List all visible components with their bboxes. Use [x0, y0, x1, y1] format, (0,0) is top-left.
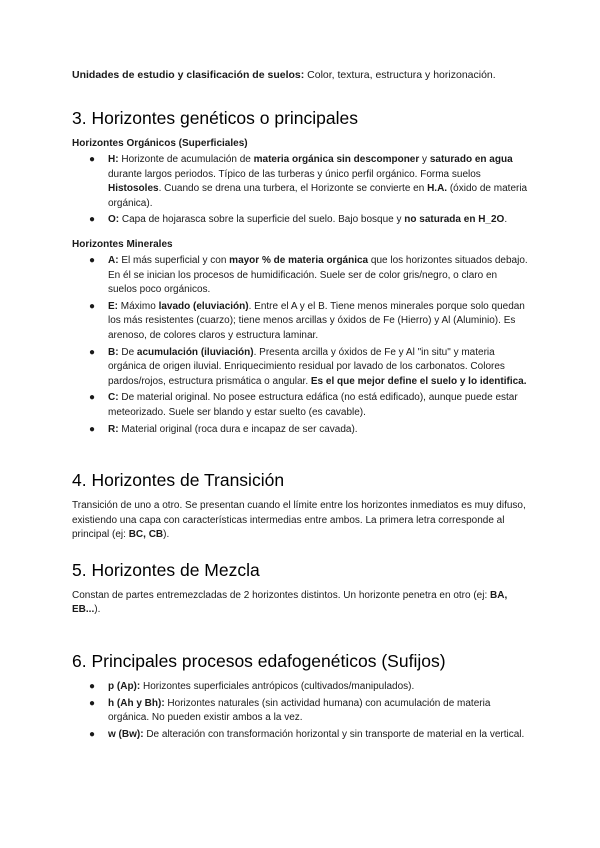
- text-run: Transición de uno a otro. Se presentan cuando el límite entre los horizontes inmediatos es muy difuso, existiendo una capa con características intermedias entre ambos. La primera letra corresponde al principal (ej:: [72, 500, 526, 541]
- bold-text: w (Bw):: [108, 728, 144, 740]
- list-item: [72, 346, 528, 390]
- intro-label: Unidades de estudio y clasificación de suelos:: [72, 69, 305, 81]
- section-5-paragraph: [72, 589, 528, 618]
- list-item: [72, 697, 528, 726]
- intro-paragraph: [72, 68, 528, 83]
- bullet-icon: ●: [89, 254, 96, 266]
- text-run: (óxido de materia orgánica).: [108, 183, 528, 209]
- list-item: [72, 391, 528, 420]
- bold-text: no saturada en H_2O: [404, 214, 505, 226]
- section-4-title: 4. Horizontes de Transición: [72, 470, 285, 491]
- list-item: [72, 254, 528, 298]
- bold-text: H.A.: [427, 183, 448, 195]
- minerales-list: [72, 254, 528, 437]
- bold-text: Es el que mejor define el suelo y lo identifica.: [310, 375, 527, 387]
- text-run: De material original. No posee estructura edáfica (no está edificado), aunque puede estar meteorizado. Suele ser blando y estar suelto (es cavable).: [108, 392, 518, 418]
- text-run: Capa de hojarasca sobre la superficie del suelo. Bajo bosque y: [119, 214, 405, 226]
- bold-text: BA, EB...: [72, 589, 508, 616]
- text-run: Horizonte de acumulación de: [118, 154, 254, 165]
- text-run: El más superficial y con: [118, 254, 230, 266]
- section-3-title: 3. Horizontes genéticos o principales: [72, 108, 358, 128]
- bullet-icon: ●: [89, 392, 96, 404]
- text-run: ).: [163, 529, 170, 541]
- bold-text: A:: [108, 254, 119, 266]
- bullet-icon: ●: [89, 423, 96, 435]
- text-run: Constan de partes entremezcladas de 2 horizontes distintos. Un horizonte penetra en otro (ej:: [72, 589, 491, 601]
- bold-text: acumulación (iluviación): [136, 346, 254, 358]
- document-page: [72, 68, 528, 744]
- bold-text: Histosoles: [108, 183, 159, 195]
- intro-text: Color, textura, estructura y horizonación.: [304, 69, 496, 81]
- bold-text: BC, CB: [128, 529, 164, 541]
- list-item: [72, 423, 528, 438]
- text-run: Horizontes naturales (sin actividad humana) con acumulación de materia orgánica. No pueden existir ambos a la vez.: [108, 697, 491, 724]
- text-run: que los horizontes situados debajo. En él se inician los procesos de humidificación. Suele ser de color gris/negro, o claro en suelos poco orgánicos.: [108, 254, 528, 296]
- text-run: .: [504, 214, 508, 226]
- sufijos-list: [72, 680, 528, 742]
- bold-text: R:: [108, 423, 119, 435]
- text-run: y: [419, 154, 430, 165]
- organicos-subtitle: Horizontes Orgánicos (Superficiales): [72, 138, 248, 149]
- bullet-icon: ●: [89, 697, 96, 709]
- bullet-icon: ●: [89, 346, 96, 358]
- bold-text: H:: [108, 154, 119, 165]
- bold-text: materia orgánica sin descomponer: [253, 154, 420, 165]
- bold-text: mayor % de materia orgánica: [229, 254, 369, 266]
- bullet-icon: ●: [89, 728, 96, 740]
- bold-text: O:: [108, 214, 120, 226]
- text-run: durante largos periodos. Típico de las turberas y único perfil orgánico. Forma suelos: [108, 168, 481, 180]
- text-run: . Entre el A y el B. Tiene menos minerales porque solo quedan los más resistentes (cuarzo); tiene menos arcillas y óxidos de Fe (Hierro) y Al (Aluminio). Es arenoso, de colores claros y estructura laminar.: [108, 300, 525, 341]
- bullet-icon: ●: [89, 300, 96, 312]
- text-run: De alteración con transformación horizontal y sin transporte de material en la vertical.: [143, 728, 525, 740]
- text-run: De: [118, 346, 137, 358]
- bullet-icon: ●: [89, 214, 96, 226]
- text-run: ).: [94, 604, 101, 616]
- text-run: . Presenta arcilla y óxidos de Fe y Al "in situ" y materia orgánica de origen iluvial. Enriquecimiento residual por lavado de los carbonatos. Colores pardos/rojos, estructura prismática o angular.: [108, 346, 505, 387]
- bold-text: C:: [108, 392, 119, 404]
- bullet-icon: ●: [89, 154, 96, 165]
- bold-text: E:: [108, 300, 118, 312]
- list-item: [72, 300, 528, 344]
- list-item: [72, 213, 528, 228]
- text-run: . Cuando se drena una turbera, el Horizonte se convierte en: [158, 183, 428, 195]
- text-run: Material original (roca dura e incapaz de ser cavada).: [118, 423, 358, 435]
- bold-text: B:: [108, 346, 119, 358]
- bold-text: p (Ap):: [108, 681, 141, 693]
- section-6-title: 6. Principales procesos edafogenéticos (Sufijos): [72, 651, 446, 672]
- bold-text: h (Ah y Bh):: [108, 697, 165, 709]
- bold-text: lavado (eluviación): [158, 300, 249, 312]
- bullet-icon: ●: [89, 681, 96, 693]
- list-item: [72, 153, 528, 211]
- text-run: Máximo: [118, 300, 159, 312]
- text-run: Horizontes superficiales antrópicos (cultivados/manipulados).: [140, 681, 415, 693]
- organicos-list: [72, 153, 528, 228]
- list-item: [72, 680, 528, 695]
- section-4-paragraph: [72, 499, 528, 543]
- bold-text: saturado en agua: [429, 154, 513, 165]
- minerales-subtitle: Horizontes Minerales: [72, 238, 173, 250]
- list-item: [72, 728, 528, 743]
- section-5-title: 5. Horizontes de Mezcla: [72, 559, 260, 580]
